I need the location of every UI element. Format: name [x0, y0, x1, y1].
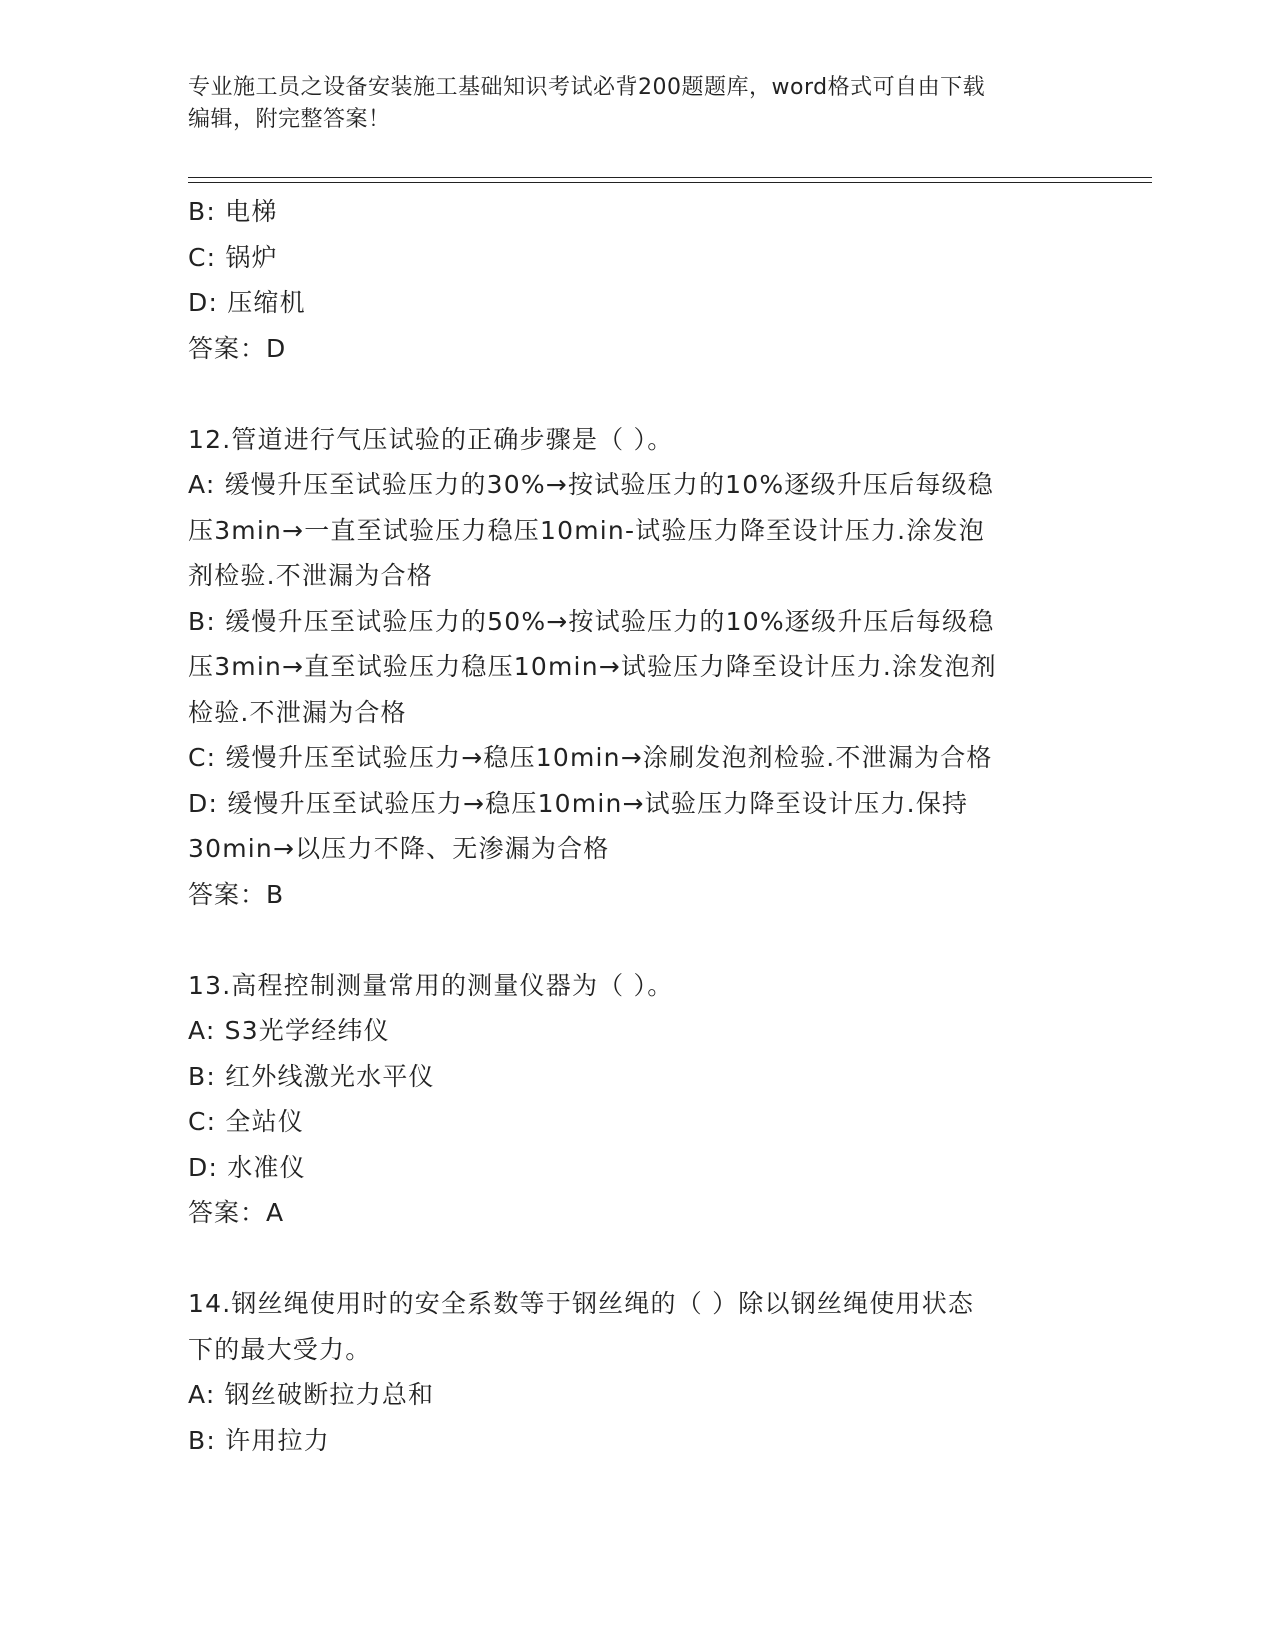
- q14-stem-line-1: 14.钢丝绳使用时的安全系数等于钢丝绳的（ ）除以钢丝绳使用状态: [188, 1289, 975, 1318]
- q12-answer: 答案：B: [188, 879, 285, 909]
- q11-answer: 答案：D: [188, 333, 287, 363]
- q12-option-a-line-2: 压3min→一直至试验压力稳压10min-试验压力降至设计压力.涂发泡: [188, 515, 985, 545]
- q14-option-b: B: 许用拉力: [188, 1425, 330, 1455]
- q12-option-b-line-1: B: 缓慢升压至试验压力的50%→按试验压力的10%逐级升压后每级稳: [188, 606, 995, 636]
- q12-option-b-line-2: 压3min→直至试验压力稳压10min→试验压力降至设计压力.涂发泡剂: [188, 652, 997, 681]
- header-divider-top: [188, 177, 1152, 178]
- header-divider-bottom: [188, 182, 1152, 183]
- q12-option-b-line-3: 检验.不泄漏为合格: [188, 697, 407, 727]
- question-11-tail: [188, 189, 1088, 371]
- q13-option-b: B: 红外线激光水平仪: [188, 1061, 435, 1091]
- question-spacer: [188, 917, 1088, 963]
- header-title-line-2: 编辑，附完整答案！: [188, 107, 391, 132]
- q12-option-d-line-1: D: 缓慢升压至试验压力→稳压10min→试验压力降至设计压力.保持: [188, 788, 969, 818]
- question-13: [188, 963, 1088, 1236]
- q11-option-b: B: 电梯: [188, 197, 278, 226]
- q13-option-c: C: 全站仪: [188, 1107, 305, 1136]
- q14-option-a: A: 钢丝破断拉力总和: [188, 1380, 435, 1409]
- question-14: [188, 1281, 1088, 1463]
- q13-option-d: D: 水准仪: [188, 1152, 306, 1182]
- question-spacer: [188, 371, 1088, 417]
- q11-option-c: C: 锅炉: [188, 242, 278, 272]
- q14-stem-line-2: 下的最大受力。: [188, 1334, 372, 1364]
- q12-option-d-line-2: 30min→以压力不降、无渗漏为合格: [188, 834, 610, 863]
- q13-answer: 答案：A: [188, 1198, 285, 1227]
- q11-option-d: D: 压缩机: [188, 288, 306, 317]
- q12-option-a-line-1: A: 缓慢升压至试验压力的30%→按试验压力的10%逐级升压后每级稳: [188, 470, 994, 499]
- question-spacer: [188, 1236, 1088, 1282]
- q12-option-c: C: 缓慢升压至试验压力→稳压10min→涂刷发泡剂检验.不泄漏为合格: [188, 743, 993, 772]
- question-list: [188, 189, 1088, 1463]
- q13-stem: 13.高程控制测量常用的测量仪器为（ ）。: [188, 970, 674, 1000]
- question-12: [188, 417, 1088, 918]
- q12-option-a-line-3: 剂检验.不泄漏为合格: [188, 561, 433, 590]
- document-header: [188, 72, 1088, 136]
- header-title-line-1: 专业施工员之设备安装施工基础知识考试必背200题题库，word格式可自由下载: [188, 75, 986, 100]
- q12-stem: 12.管道进行气压试验的正确步骤是（ ）。: [188, 424, 674, 454]
- q13-option-a: A: S3光学经纬仪: [188, 1016, 390, 1045]
